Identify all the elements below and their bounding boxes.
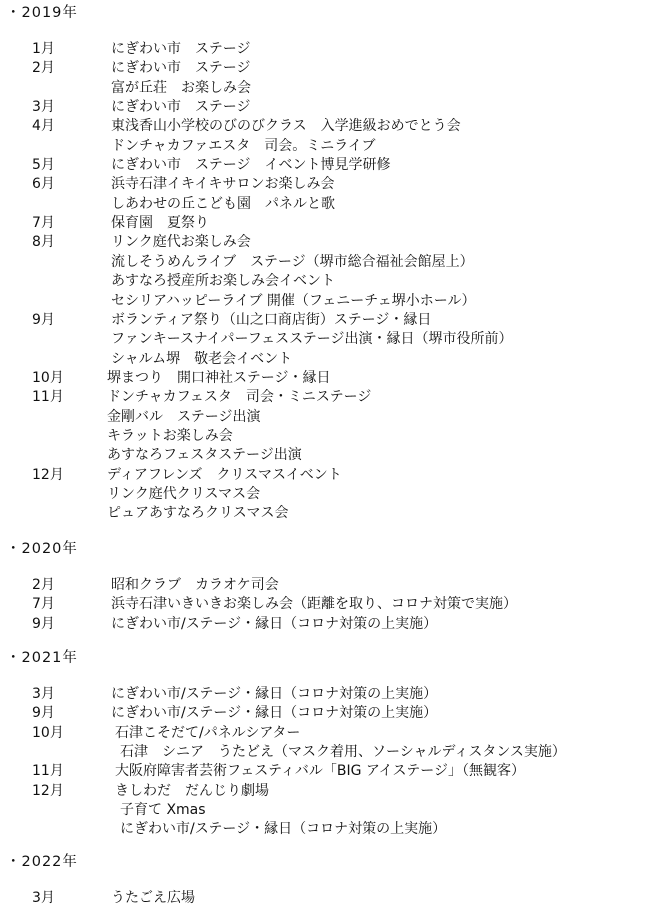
month-label: 3月 bbox=[32, 99, 55, 115]
event-entry: あすなろフェスタステージ出演 bbox=[107, 447, 302, 463]
event-entry: にぎわい市/ステージ・縁日（コロナ対策の上実施） bbox=[111, 616, 438, 632]
event-entry: 金剛バル ステージ出演 bbox=[107, 409, 261, 425]
event-entry: ドンチャカファエスタ 司会。ミニライブ bbox=[111, 138, 376, 154]
year-heading: ・2021年 bbox=[6, 650, 78, 666]
month-label: 9月 bbox=[32, 616, 55, 632]
month-label: 7月 bbox=[32, 215, 55, 231]
event-entry: ドンチャカフェスタ 司会・ミニステージ bbox=[107, 389, 372, 405]
event-entry: ピュアあすなろクリスマス会 bbox=[107, 505, 289, 521]
month-label: 7月 bbox=[32, 596, 55, 612]
event-entry: 浜寺石津いきいきお楽しみ会（距離を取り、コロナ対策で実施） bbox=[111, 596, 517, 612]
event-entry: 大阪府障害者芸術フェスティバル「BIG アイステージ」（無観客） bbox=[115, 763, 525, 779]
event-entry: ファンキースナイパーフェスステージ出演・縁日（堺市役所前） bbox=[111, 331, 513, 347]
event-entry: 石津 シニア うたどえ（マスク着用、ソーシャルディスタンス実施） bbox=[120, 744, 566, 760]
event-entry: にぎわい市 ステージ bbox=[111, 60, 251, 76]
event-entry: あすなろ授産所お楽しみ会イベント bbox=[111, 273, 335, 289]
month-label: 3月 bbox=[32, 890, 55, 906]
month-label: 12月 bbox=[32, 783, 64, 799]
month-label: 4月 bbox=[32, 118, 55, 134]
event-entry: うたごえ広場 bbox=[111, 890, 195, 906]
year-heading: ・2019年 bbox=[6, 5, 78, 21]
event-entry: きしわだ だんじり劇場 bbox=[115, 783, 269, 799]
event-entry: 流しそうめんライブ ステージ（堺市総合福祉会館屋上） bbox=[111, 254, 474, 270]
event-entry: キラットお楽しみ会 bbox=[107, 428, 233, 444]
event-entry: にぎわい市 ステージ bbox=[111, 41, 251, 57]
event-entry: 保育園 夏祭り bbox=[111, 215, 209, 231]
event-entry: にぎわい市 ステージ bbox=[111, 99, 251, 115]
month-label: 10月 bbox=[32, 725, 64, 741]
event-entry: 昭和クラブ カラオケ司会 bbox=[111, 577, 279, 593]
month-label: 1月 bbox=[32, 41, 55, 57]
event-entry: シャルム堺 敬老会イベント bbox=[111, 351, 293, 367]
year-heading: ・2020年 bbox=[6, 541, 78, 557]
event-entry: にぎわい市/ステージ・縁日（コロナ対策の上実施） bbox=[120, 821, 447, 837]
event-entry: リンク庭代お楽しみ会 bbox=[111, 234, 251, 250]
event-entry: にぎわい市 ステージ イベント博見学研修 bbox=[111, 157, 391, 173]
month-label: 2月 bbox=[32, 577, 55, 593]
month-label: 12月 bbox=[32, 467, 64, 483]
month-label: 11月 bbox=[32, 763, 64, 779]
event-entry: ボランティア祭り（山之口商店街）ステージ・縁日 bbox=[111, 312, 432, 328]
month-label: 6月 bbox=[32, 176, 55, 192]
month-label: 3月 bbox=[32, 686, 55, 702]
event-entry: 浜寺石津イキイキサロンお楽しみ会 bbox=[111, 176, 335, 192]
event-entry: 堺まつり 開口神社ステージ・縁日 bbox=[107, 370, 331, 386]
event-entry: にぎわい市/ステージ・縁日（コロナ対策の上実施） bbox=[111, 686, 438, 702]
month-label: 2月 bbox=[32, 60, 55, 76]
month-label: 10月 bbox=[32, 370, 64, 386]
month-label: 9月 bbox=[32, 312, 55, 328]
month-label: 9月 bbox=[32, 705, 55, 721]
event-entry: 富が丘荘 お楽しみ会 bbox=[111, 80, 251, 96]
event-entry: セシリアハッピーライブ 開催（フェニーチェ堺小ホール） bbox=[111, 293, 476, 309]
event-entry: 東浅香山小学校のびのびクラス 入学進級おめでとう会 bbox=[111, 118, 461, 134]
month-label: 11月 bbox=[32, 389, 64, 405]
event-entry: 石津こそだて/パネルシアター bbox=[115, 725, 301, 741]
month-label: 5月 bbox=[32, 157, 55, 173]
event-entry: しあわせの丘こども園 パネルと歌 bbox=[111, 196, 335, 212]
event-entry: ディアフレンズ クリスマスイベント bbox=[107, 467, 342, 483]
month-label: 8月 bbox=[32, 234, 55, 250]
event-entry: 子育て Xmas bbox=[120, 802, 206, 818]
event-entry: リンク庭代クリスマス会 bbox=[107, 486, 261, 502]
year-heading: ・2022年 bbox=[6, 854, 78, 870]
event-entry: にぎわい市/ステージ・縁日（コロナ対策の上実施） bbox=[111, 705, 438, 721]
